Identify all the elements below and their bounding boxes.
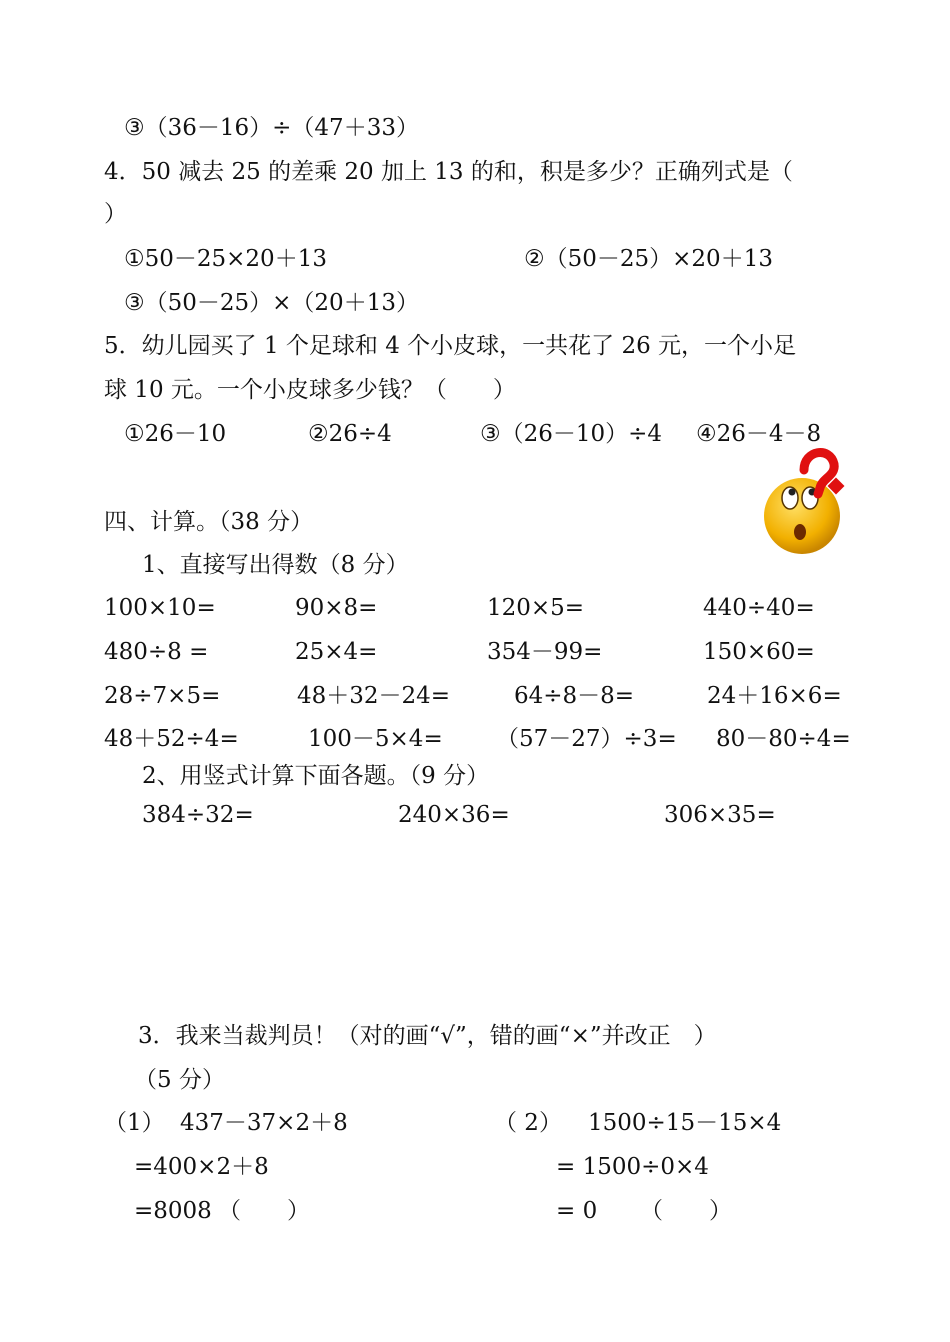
subsection-2-title: 2、用竖式计算下面各题。（9 分） [142, 763, 490, 789]
judge-1-step2: =8008 [134, 1198, 212, 1224]
judge-2-label: （ 2） [494, 1110, 562, 1136]
calc-item: 28÷7×5= [104, 683, 221, 709]
q5-text-line2: 球 10 元。一个小皮球多少钱？（ ） [104, 377, 516, 403]
subsection-1-title: 1、直接写出得数（8 分） [142, 552, 409, 578]
judge-1-answer-blank[interactable]: （ ） [218, 1198, 310, 1224]
judge-1-label: （1） [104, 1110, 165, 1136]
q4-text-line2: ） [104, 201, 127, 227]
calc-item: 90×8= [295, 595, 378, 621]
subsection-3-score: （5 分） [134, 1067, 225, 1093]
calc-item: 25×4= [295, 639, 378, 665]
calc-item: 64÷8－8= [514, 683, 635, 709]
q4-option-3: ③（50－25）×（20＋13） [124, 290, 419, 316]
q5-text-line1: 5．幼儿园买了 1 个足球和 4 个小皮球，一共花了 26 元，一个小足 [104, 333, 797, 359]
q5-option-4: ④26－4－8 [696, 421, 822, 447]
calc-item: 100－5×4= [308, 726, 443, 752]
calc-item: 24＋16×6= [707, 683, 842, 709]
calc-item: 48＋52÷4= [104, 726, 239, 752]
judge-2-step1: = 1500÷0×4 [556, 1154, 709, 1180]
calc-item: 80－80÷4= [716, 726, 851, 752]
q5-option-3: ③（26－10）÷4 [480, 421, 663, 447]
judge-1-step1: =400×2＋8 [134, 1154, 269, 1180]
calc-item: 354－99= [487, 639, 603, 665]
subsection-3-title: 3．我来当裁判员！（对的画“√”，错的画“×”并改正 ） [138, 1023, 717, 1049]
q4-text-line1: 4．50 减去 25 的差乘 20 加上 13 的和，积是多少？正确列式是（ [104, 159, 793, 185]
section-title: 四、计算。（38 分） [104, 509, 314, 535]
calc-item: 100×10= [104, 595, 216, 621]
calc-item: 150×60= [703, 639, 815, 665]
judge-1-expression: 437－37×2＋8 [180, 1110, 348, 1136]
q4-option-2: ②（50－25）×20＋13 [524, 246, 773, 272]
thinking-face-icon [760, 440, 856, 556]
calc-item: 48＋32－24= [297, 683, 451, 709]
q5-option-2: ②26÷4 [308, 421, 392, 447]
calc-item: （57－27）÷3= [496, 726, 677, 752]
judge-2-step2: = 0 [556, 1198, 598, 1224]
q3-option-3: ③（36－16）÷（47＋33） [124, 115, 419, 141]
vertical-calc-item: 306×35= [664, 802, 776, 828]
vertical-calc-item: 240×36= [398, 802, 510, 828]
vertical-calc-item: 384÷32= [142, 802, 254, 828]
calc-item: 120×5= [487, 595, 585, 621]
judge-2-answer-blank[interactable]: （ ） [640, 1198, 732, 1224]
calc-item: 440÷40= [703, 595, 815, 621]
judge-2-expression: 1500÷15－15×4 [588, 1110, 782, 1136]
calc-item: 480÷8 = [104, 639, 209, 665]
q4-option-1: ①50－25×20＋13 [124, 246, 327, 272]
q5-option-1: ①26－10 [124, 421, 227, 447]
